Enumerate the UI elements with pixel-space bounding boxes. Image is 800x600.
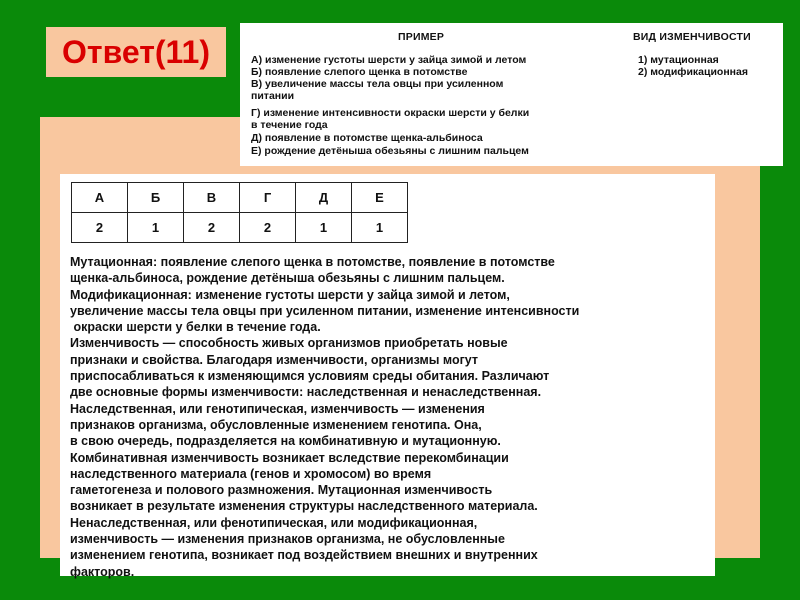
answer-box [60, 174, 715, 579]
explanation-line: Модификационная: изменение густоты шерсти у зайца зимой и летом, [70, 287, 510, 302]
explanation-line: приспосабливаться к изменяющимся условиям среды обитания. Различают [70, 369, 550, 384]
answer-value: 2 [240, 213, 296, 243]
explanation-text [70, 254, 710, 580]
explanation-line: Изменчивость — способность живых организмов приобретать новые [70, 336, 508, 351]
answer-letter: В [184, 183, 240, 213]
answer-letter: А [72, 183, 128, 213]
example-item: питании [251, 90, 295, 102]
explanation-line: Комбинативная изменчивость возникает вследствие перекомбинации [70, 450, 509, 465]
explanation-line: изменчивость — изменения признаков организма, не обусловленные [70, 532, 505, 547]
explanation-line: изменением генотипа, возникает под воздействием внешних и внутренних [70, 548, 538, 563]
answer-letter: Г [240, 183, 296, 213]
answer-value: 1 [352, 213, 408, 243]
example-item: В) увеличение массы тела овцы при усиленном [251, 78, 504, 90]
explanation-line: Ненаследственная, или фенотипическая, или модификационная, [70, 515, 478, 530]
example-item: А) изменение густоты шерсти у зайца зимой и летом [251, 54, 527, 66]
answer-table-header-row [72, 183, 408, 213]
answer-table [71, 182, 408, 243]
example-item: Г) изменение интенсивности окраски шерсти у белки [251, 107, 530, 119]
slide-title: Ответ(11) [62, 33, 210, 70]
task-box [240, 23, 783, 166]
explanation-line: возникает в результате изменения структуры наследственного материала. [70, 499, 538, 514]
example-item: в течение года [251, 119, 328, 131]
explanation-line: окраски шерсти у белки в течение года. [70, 320, 321, 335]
example-item: Д) появление в потомстве щенка-альбиноса [251, 132, 483, 144]
answer-value: 1 [128, 213, 184, 243]
variability-type: 1) мутационная [638, 54, 719, 66]
example-item: Б) появление слепого щенка в потомстве [251, 66, 468, 78]
answer-value: 2 [184, 213, 240, 243]
answer-letter: Д [296, 183, 352, 213]
column-header-variability: ВИД ИЗМЕНЧИВОСТИ [633, 31, 751, 43]
explanation-line: Мутационная: появление слепого щенка в потомстве, появление в потомстве [70, 255, 555, 269]
example-item: Е) рождение детёныша обезьяны с лишним пальцем [251, 145, 529, 157]
explanation-line: признаки и свойства. Благодаря изменчивости, организмы могут [70, 352, 479, 367]
explanation-line: увеличение массы тела овцы при усиленном питании, изменение интенсивности [70, 303, 580, 318]
explanation-line: Наследственная, или генотипическая, изменчивость — изменения [70, 401, 485, 416]
answer-value: 1 [296, 213, 352, 243]
explanation-line: гаметогенеза и полового размножения. Мутационная изменчивость [70, 483, 493, 498]
explanation-line: признаков организма, обусловленные изменением генотипа. Она, [70, 417, 482, 432]
explanation-line: факторов. [70, 564, 135, 579]
explanation-line: наследственного материала (генов и хромосом) во время [70, 466, 432, 481]
answer-value: 2 [72, 213, 128, 243]
variability-type: 2) модификационная [638, 66, 748, 78]
explanation-line: в свою очередь, подразделяется на комбинативную и мутационную. [70, 434, 501, 449]
answer-table-value-row [72, 213, 408, 243]
column-header-example: ПРИМЕР [398, 31, 445, 43]
title-box [46, 27, 226, 77]
explanation-line: две основные формы изменчивости: наследственная и ненаследственная. [70, 385, 542, 400]
answer-letter: Б [128, 183, 184, 213]
answer-letter: Е [352, 183, 408, 213]
explanation-line: щенка-альбиноса, рождение детёныша обезьяны с лишним пальцем. [70, 271, 505, 286]
